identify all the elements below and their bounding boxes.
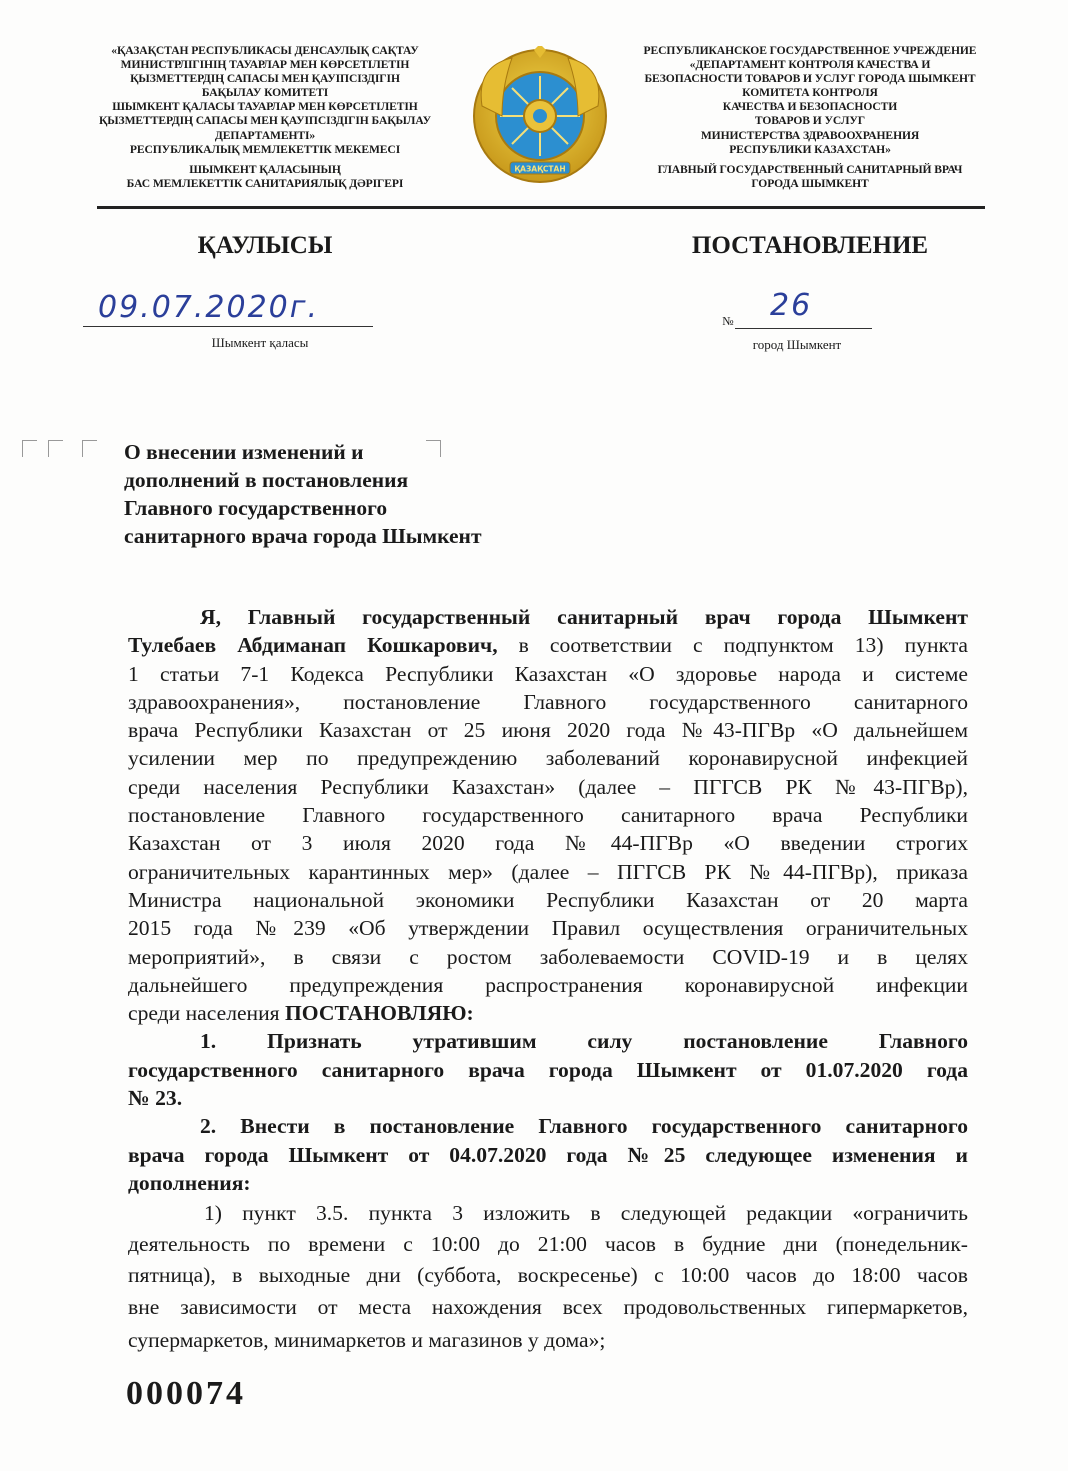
title-line: О внесении изменений и [124, 440, 364, 464]
header-line: КАЧЕСТВА И БЕЗОПАСНОСТИ [722, 100, 898, 114]
header-line: ДЕПАРТАМЕНТІ» [214, 128, 316, 142]
item-1-line: 1. Признать утратившим силу постановление Главного [200, 1029, 968, 1054]
header-line: МИНИСТЕРСТВА ЗДРАВООХРАНЕНИЯ [700, 128, 920, 142]
header-line: МИНИСТРЛІГІНІҢ ТАУАРЛАР МЕН КӨРСЕТІЛЕТІН [120, 58, 410, 72]
body-line: мероприятий», в связи с ростом заболеваемости COVID-19 и в целях [128, 944, 968, 969]
corner-mark [22, 440, 37, 457]
header-line: ГОРОДА ШЫМКЕНТ [751, 176, 869, 190]
place-kz: Шымкент қаласы [211, 335, 309, 350]
body-line: 1 статьи 7-1 Кодекса Республики Казахстан «О здоровье народа и системе [128, 661, 968, 686]
resolution-keyword: ПОСТАНОВЛЯЮ: [285, 1001, 474, 1026]
date-underline [83, 326, 373, 327]
handwritten-date: 09.07.2020г. [98, 290, 320, 325]
item-2-1-line: деятельность по времени с 10:00 до 21:00 часов в будние дни (понедельник- [128, 1232, 968, 1257]
item-1-line: № 23. [128, 1086, 183, 1111]
body-line: постановление Главного государственного санитарного врача Республики [128, 803, 968, 828]
doc-type-ru: ПОСТАНОВЛЕНИЕ [691, 232, 929, 259]
header-left-kz [75, 44, 455, 191]
header-line: БАҚЫЛАУ КОМИТЕТІ [201, 86, 329, 100]
body-text: в соответствии с подпунктом 13) пункта [497, 633, 969, 658]
title-line: Главного государственного [124, 496, 388, 520]
svg-text:ҚАЗАҚСТАН: ҚАЗАҚСТАН [514, 164, 566, 174]
header-line: ШЫМКЕНТ ҚАЛАСЫ ТАУАРЛАР МЕН КӨРСЕТІЛЕТІН [112, 100, 418, 114]
body-line: среди населения Республики Казахстан» (далее – ПГГСВ РК №43-ПГВр), [128, 774, 968, 799]
header-line: РЕСПУБЛИКАНСКОЕ ГОСУДАРСТВЕННОЕ УЧРЕЖДЕНИЕ [643, 44, 977, 57]
body-text: Я, Главный государственный санитарный врач города Шымкент [200, 605, 968, 629]
item-2-1-line: супермаркетов, минимаркетов и магазинов у дома»; [128, 1328, 606, 1353]
item-2-1-line: пятница), в выходные дни (суббота, воскресенье) с 10:00 часов до 18:00 часов [128, 1263, 968, 1288]
item-2-1-line: 1) пункт 3.5. пункта 3 изложить в следующей редакции «ограничить [204, 1201, 968, 1226]
title-line: дополнений в постановления [124, 468, 409, 492]
header-line: ТОВАРОВ И УСЛУГ [754, 114, 866, 128]
header-line: БАС МЕМЛЕКЕТТІК САНИТАРИЯЛЫҚ ДӘРІГЕРІ [126, 176, 404, 190]
header-line: ШЫМКЕНТ ҚАЛАСЫНЫҢ [189, 162, 341, 176]
header-divider [97, 206, 985, 209]
header-line: «ҚАЗАҚСТАН РЕСПУБЛИКАСЫ ДЕНСАУЛЫҚ САҚТАУ [111, 44, 419, 57]
corner-mark [82, 440, 97, 457]
place-ru: город Шымкент [752, 337, 842, 352]
body-line: 2015 года №239 «Об утверждении Правил осуществления ограничительных [128, 916, 968, 941]
corner-mark [48, 440, 63, 457]
body-line: врача Республики Казахстан от 25 июня 2020 года №43-ПГВр «О дальнейшем [128, 718, 968, 743]
item-1-line: государственного санитарного врача города Шымкент от 01.07.2020 года [128, 1057, 968, 1082]
serial-number: 000074 [126, 1375, 246, 1412]
body-line: ограничительных карантинных мер» (далее – ПГГСВ РК №44-ПГВр), приказа [128, 859, 968, 884]
item-2-line: 2. Внести в постановление Главного государственного санитарного [200, 1114, 968, 1139]
header-line: ГЛАВНЫЙ ГОСУДАРСТВЕННЫЙ САНИТАРНЫЙ ВРАЧ [657, 162, 963, 176]
preamble-paragraph [128, 603, 968, 1353]
body-line: усилении мер по предупреждению заболеваний коронавирусной инфекцией [128, 746, 968, 771]
header-line: ҚЫЗМЕТТЕРДІҢ САПАСЫ МЕН ҚАУІПСІЗДІГІН [130, 72, 400, 86]
header-line: КОМИТЕТА КОНТРОЛЯ [742, 86, 878, 100]
body-line: дальнейшего предупреждения распространения коронавирусной инфекции [128, 972, 968, 997]
number-underline [735, 328, 872, 329]
item-2-1-line: вне зависимости от места нахождения всех продовольственных гипермаркетов, [128, 1295, 968, 1320]
title-line: санитарного врача города Шымкент [124, 524, 482, 548]
doc-type-kz: ҚАУЛЫСЫ [197, 232, 333, 259]
body-line: Казахстан от 3 июля 2020 года №44-ПГВр «О введении строгих [128, 831, 968, 856]
header-line: РЕСПУБЛИКАЛЫҚ МЕМЛЕКЕТТІК МЕКЕМЕСІ [129, 142, 401, 156]
item-2-line: дополнения: [128, 1170, 251, 1195]
body-text-bold: Тулебаев Абдиманап Кошкарович, [128, 633, 498, 658]
body-text: среди населения [128, 1001, 285, 1026]
header-line: «ДЕПАРТАМЕНТ КОНТРОЛЯ КАЧЕСТВА И [689, 58, 931, 72]
body-line: Министра национальной экономики Республики Казахстан от 20 марта [128, 887, 968, 912]
state-emblem-icon [472, 46, 608, 188]
item-2-line: врача города Шымкент от 04.07.2020 года №25 следующее изменения и [128, 1142, 968, 1167]
header-right-ru [620, 44, 1000, 191]
number-sign: № [722, 314, 734, 328]
header-line: РЕСПУБЛИКИ КАЗАХСТАН» [729, 142, 891, 156]
handwritten-number: 26 [770, 288, 813, 323]
body-line: здравоохранения», постановление Главного государственного санитарного [128, 689, 968, 714]
header-line: БЕЗОПАСНОСТИ ТОВАРОВ И УСЛУГ ГОРОДА ШЫМКЕНТ [644, 72, 976, 86]
document-title [124, 438, 482, 550]
header-line: ҚЫЗМЕТТЕРДІҢ САПАСЫ МЕН ҚАУІПСІЗДІГІН БАҚЫЛАУ [98, 114, 432, 128]
